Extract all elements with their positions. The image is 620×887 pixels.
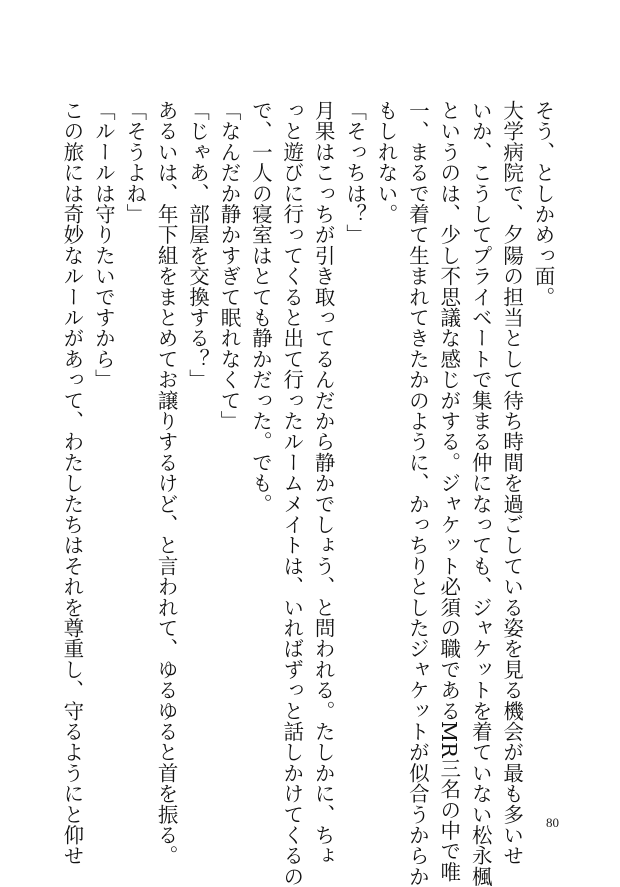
text-line: 月果はこっちが引き取ってるんだから静かでしょう、と問われる。たしかに、ちょ bbox=[311, 100, 336, 866]
text-line: 大学病院で、夕陽の担当として待ち時間を過ごしている姿を見る機会が最も多いせ bbox=[499, 100, 524, 866]
text-line: いか、こうしてプライベートで集まる仲になっても、ジャケットを着ていない松永楓 bbox=[468, 100, 493, 887]
text-line: 「じゃあ、部屋を交換する？」 bbox=[185, 100, 210, 390]
text-line: 「なんだか静かすぎて眠れなくて」 bbox=[216, 100, 241, 432]
text-line: 「そっちは？」 bbox=[342, 100, 367, 245]
text-line: 「ルールは守りたいですから」 bbox=[91, 100, 116, 390]
text-line: もしれない。 bbox=[373, 100, 398, 225]
text-line: そう、としかめっ面。 bbox=[531, 100, 555, 307]
page-number: 80 bbox=[546, 815, 559, 830]
text-line: あるいは、年下組をまとめてお譲りするけど、と言われて、ゆるゆると首を振る。 bbox=[154, 100, 179, 866]
text-line: で、一人の寝室はとても静かだった。でも。 bbox=[248, 100, 273, 514]
text-line: 「そうよね」 bbox=[122, 100, 147, 225]
text-line: この旅には奇妙なルールがあって、わたしたちはそれを尊重し、守るようにと仰せ bbox=[59, 100, 84, 866]
text-line: 一、まるで着て生まれてきたかのように、かっちりとしたジャケットが似合うからか bbox=[405, 100, 430, 887]
text-line: というのは、少し不思議な感じがする。ジャケット必須の職であるMR三名の中で唯 bbox=[436, 100, 461, 883]
text-line: っと遊びに行ってくると出て行ったルームメイトは、いればずっと話しかけてくるの bbox=[279, 100, 304, 887]
